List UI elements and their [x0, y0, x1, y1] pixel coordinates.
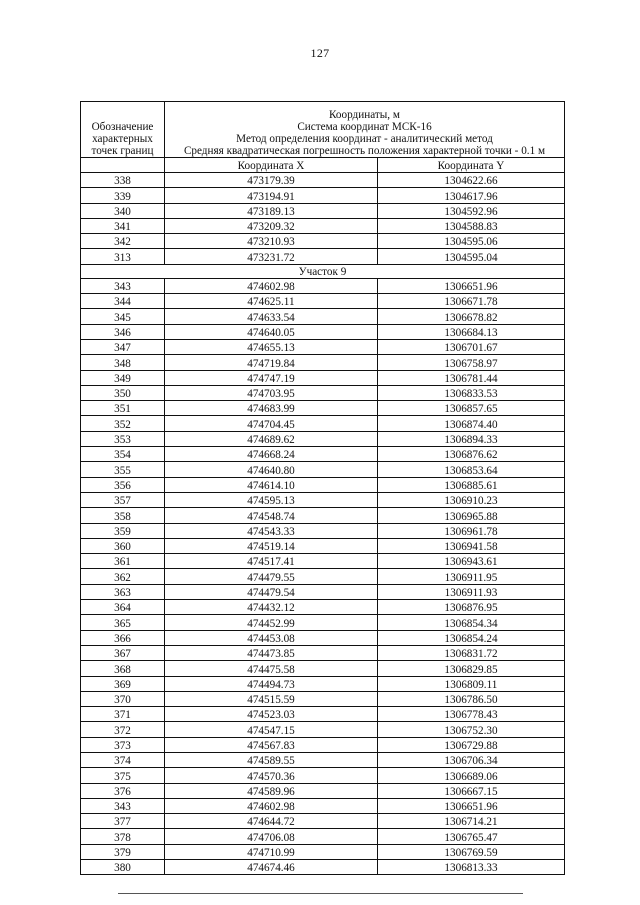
method: Метод определения координат - аналитический метод [236, 133, 493, 145]
table-row [81, 707, 565, 722]
table-row [81, 173, 565, 188]
table-row [81, 249, 565, 264]
table-row [81, 783, 565, 798]
coord-x-cell: 474747.19 [165, 370, 378, 385]
table-row [81, 294, 565, 309]
coord-x-cell: 474515.59 [165, 691, 378, 706]
point-id-cell: 373 [81, 737, 165, 752]
point-id-cell: 344 [81, 294, 165, 309]
coord-y-cell: 1306854.34 [378, 615, 565, 630]
coord-y-cell: 1306778.43 [378, 707, 565, 722]
table-row [81, 814, 565, 829]
table-row [81, 234, 565, 249]
coord-y-cell: 1306911.95 [378, 569, 565, 584]
point-id-cell: 351 [81, 401, 165, 416]
coord-y-cell: 1306786.50 [378, 691, 565, 706]
table-row [81, 615, 565, 630]
point-id-cell: 357 [81, 492, 165, 507]
coord-y-cell: 1304592.96 [378, 203, 565, 218]
coord-x-cell: 474674.46 [165, 860, 378, 875]
coord-y-cell: 1306853.64 [378, 462, 565, 477]
coord-x-cell: 473209.32 [165, 218, 378, 233]
coord-x-cell: 474633.54 [165, 309, 378, 324]
table-row [81, 844, 565, 859]
coord-x-cell: 474625.11 [165, 294, 378, 309]
coord-x-cell: 474453.08 [165, 630, 378, 645]
table-row [81, 676, 565, 691]
coord-x-cell: 474683.99 [165, 401, 378, 416]
point-id-cell: 349 [81, 370, 165, 385]
point-id-cell: 377 [81, 814, 165, 829]
coord-y-cell: 1306651.96 [378, 798, 565, 813]
coord-x-cell: 474567.83 [165, 737, 378, 752]
table-row [81, 447, 565, 462]
coord-x-cell: 474432.12 [165, 600, 378, 615]
point-id-cell: 361 [81, 554, 165, 569]
coord-x-cell: 474589.96 [165, 783, 378, 798]
coord-y-cell: 1306894.33 [378, 431, 565, 446]
point-id-cell: 366 [81, 630, 165, 645]
coord-x-cell: 474602.98 [165, 798, 378, 813]
table-row [81, 722, 565, 737]
table-row [81, 569, 565, 584]
table-row [81, 477, 565, 492]
table-row [81, 339, 565, 354]
point-id-cell: 346 [81, 324, 165, 339]
point-id-cell: 365 [81, 615, 165, 630]
coord-x-cell: 474704.45 [165, 416, 378, 431]
table-row [81, 401, 565, 416]
coord-x-cell: 474640.05 [165, 324, 378, 339]
coord-x-cell: 474479.54 [165, 584, 378, 599]
coord-y-cell: 1306857.65 [378, 401, 565, 416]
coord-y-cell: 1304622.66 [378, 173, 565, 188]
coord-y-cell: 1306833.53 [378, 385, 565, 400]
point-id-cell: 375 [81, 768, 165, 783]
table-row [81, 492, 565, 507]
point-id-cell: 355 [81, 462, 165, 477]
coord-x-cell: 474543.33 [165, 523, 378, 538]
point-id-cell: 360 [81, 538, 165, 553]
coord-y-cell: 1306874.40 [378, 416, 565, 431]
table-row [81, 768, 565, 783]
point-id-cell: 379 [81, 844, 165, 859]
coord-x-cell: 474479.55 [165, 569, 378, 584]
coord-y-cell: 1306829.85 [378, 661, 565, 676]
coord-y-cell: 1306813.33 [378, 860, 565, 875]
point-id-cell: 353 [81, 431, 165, 446]
coord-y-cell: 1304595.06 [378, 234, 565, 249]
table-row [81, 203, 565, 218]
point-id-cell: 378 [81, 829, 165, 844]
table-row [81, 324, 565, 339]
coord-y-cell: 1306809.11 [378, 676, 565, 691]
coord-x-cell: 473210.93 [165, 234, 378, 249]
point-id-cell: 368 [81, 661, 165, 676]
table-row [81, 188, 565, 203]
point-id-cell: 347 [81, 339, 165, 354]
coord-x-cell: 474523.03 [165, 707, 378, 722]
coord-y-cell: 1306706.34 [378, 752, 565, 767]
coord-y-cell: 1306876.95 [378, 600, 565, 615]
table-row [81, 462, 565, 477]
coord-y-cell: 1306885.61 [378, 477, 565, 492]
coord-y-cell: 1306910.23 [378, 492, 565, 507]
point-id-cell: 362 [81, 569, 165, 584]
point-id-cell: 367 [81, 645, 165, 660]
coord-y-cell: 1306781.44 [378, 370, 565, 385]
point-id-cell: 345 [81, 309, 165, 324]
coordinates-table [80, 101, 565, 875]
coord-y-cell: 1306943.61 [378, 554, 565, 569]
coord-y-cell: 1304588.83 [378, 218, 565, 233]
col-y-header: Координата Y [378, 158, 565, 173]
coord-x-cell: 474494.73 [165, 676, 378, 691]
point-id-cell: 380 [81, 860, 165, 875]
coords-title: Координаты, м [329, 109, 400, 121]
coord-y-cell: 1306831.72 [378, 645, 565, 660]
coord-y-cell: 1306651.96 [378, 278, 565, 293]
coord-y-cell: 1306941.58 [378, 538, 565, 553]
bottom-rule [118, 893, 523, 894]
table-row [81, 584, 565, 599]
point-id-cell: 376 [81, 783, 165, 798]
point-id-cell: 371 [81, 707, 165, 722]
table-row [81, 860, 565, 875]
coord-x-cell: 474602.98 [165, 278, 378, 293]
table-row [81, 370, 565, 385]
coord-x-cell: 474589.55 [165, 752, 378, 767]
point-label-header: Обозначение характерных точек границ [81, 102, 165, 158]
point-id-cell: 343 [81, 278, 165, 293]
point-id-cell: 363 [81, 584, 165, 599]
coord-y-cell: 1306667.15 [378, 783, 565, 798]
point-id-cell: 359 [81, 523, 165, 538]
point-id-cell: 313 [81, 249, 165, 264]
coord-y-cell: 1306765.47 [378, 829, 565, 844]
table-row [81, 278, 565, 293]
table-row [81, 752, 565, 767]
coord-x-cell: 474640.80 [165, 462, 378, 477]
coord-y-cell: 1306701.67 [378, 339, 565, 354]
section-title: Участок 9 [81, 264, 565, 278]
point-id-cell: 370 [81, 691, 165, 706]
point-id-cell: 374 [81, 752, 165, 767]
coord-y-cell: 1306769.59 [378, 844, 565, 859]
coord-x-cell: 474644.72 [165, 814, 378, 829]
coord-y-cell: 1306684.13 [378, 324, 565, 339]
point-id-cell: 338 [81, 173, 165, 188]
table-header-row [81, 102, 565, 158]
coord-x-cell: 474570.36 [165, 768, 378, 783]
table-row [81, 355, 565, 370]
table-row [81, 523, 565, 538]
point-id-cell: 352 [81, 416, 165, 431]
table-row [81, 661, 565, 676]
coord-x-cell: 473231.72 [165, 249, 378, 264]
point-id-cell: 348 [81, 355, 165, 370]
coord-x-cell: 474473.85 [165, 645, 378, 660]
coord-y-cell: 1306876.62 [378, 447, 565, 462]
table-row [81, 431, 565, 446]
coord-y-cell: 1304595.04 [378, 249, 565, 264]
point-id-cell: 350 [81, 385, 165, 400]
coord-x-cell: 474452.99 [165, 615, 378, 630]
coord-y-cell: 1306678.82 [378, 309, 565, 324]
coord-x-cell: 474706.08 [165, 829, 378, 844]
column-header-row [81, 158, 565, 173]
section-row [81, 264, 565, 278]
table-row [81, 645, 565, 660]
coord-y-cell: 1306714.21 [378, 814, 565, 829]
table-row [81, 538, 565, 553]
point-id-cell: 369 [81, 676, 165, 691]
coord-y-cell: 1306854.24 [378, 630, 565, 645]
coord-x-cell: 474655.13 [165, 339, 378, 354]
point-id-cell: 343 [81, 798, 165, 813]
coord-x-cell: 474517.41 [165, 554, 378, 569]
page-number: 127 [310, 46, 330, 60]
point-id-cell: 364 [81, 600, 165, 615]
point-id-cell: 341 [81, 218, 165, 233]
coord-x-cell: 473179.39 [165, 173, 378, 188]
coord-x-cell: 474548.74 [165, 508, 378, 523]
coord-y-cell: 1306965.88 [378, 508, 565, 523]
table-row [81, 691, 565, 706]
coord-x-cell: 474710.99 [165, 844, 378, 859]
coord-x-cell: 474475.58 [165, 661, 378, 676]
coord-x-cell: 474703.95 [165, 385, 378, 400]
table-row [81, 798, 565, 813]
point-id-cell: 342 [81, 234, 165, 249]
point-id-cell: 358 [81, 508, 165, 523]
table-row [81, 508, 565, 523]
coord-y-cell: 1304617.96 [378, 188, 565, 203]
coord-x-cell: 474689.62 [165, 431, 378, 446]
coord-x-cell: 474519.14 [165, 538, 378, 553]
coordinates-header [165, 102, 565, 158]
table-row [81, 554, 565, 569]
coord-x-cell: 474614.10 [165, 477, 378, 492]
coord-y-cell: 1306961.78 [378, 523, 565, 538]
coord-x-cell: 474668.24 [165, 447, 378, 462]
point-id-cell: 372 [81, 722, 165, 737]
coord-y-cell: 1306758.97 [378, 355, 565, 370]
point-id-cell: 356 [81, 477, 165, 492]
table-row [81, 737, 565, 752]
point-id-cell: 339 [81, 188, 165, 203]
coord-x-cell: 474595.13 [165, 492, 378, 507]
table-row [81, 385, 565, 400]
point-id-cell: 340 [81, 203, 165, 218]
col-x-header: Координата X [165, 158, 378, 173]
coord-y-cell: 1306911.93 [378, 584, 565, 599]
point-id-cell: 354 [81, 447, 165, 462]
coordinate-system: Система координат МСК-16 [297, 121, 432, 133]
accuracy: Средняя квадратическая погрешность положения характерной точки - 0.1 м [183, 145, 546, 157]
empty-cell [81, 158, 165, 173]
coord-x-cell: 474547.15 [165, 722, 378, 737]
table-row [81, 630, 565, 645]
coord-y-cell: 1306689.06 [378, 768, 565, 783]
coord-x-cell: 474719.84 [165, 355, 378, 370]
coord-y-cell: 1306671.78 [378, 294, 565, 309]
table-row [81, 829, 565, 844]
coord-x-cell: 473189.13 [165, 203, 378, 218]
coord-x-cell: 473194.91 [165, 188, 378, 203]
table-row [81, 309, 565, 324]
coord-y-cell: 1306729.88 [378, 737, 565, 752]
table-row [81, 218, 565, 233]
coord-y-cell: 1306752.30 [378, 722, 565, 737]
table-row [81, 416, 565, 431]
table-row [81, 600, 565, 615]
